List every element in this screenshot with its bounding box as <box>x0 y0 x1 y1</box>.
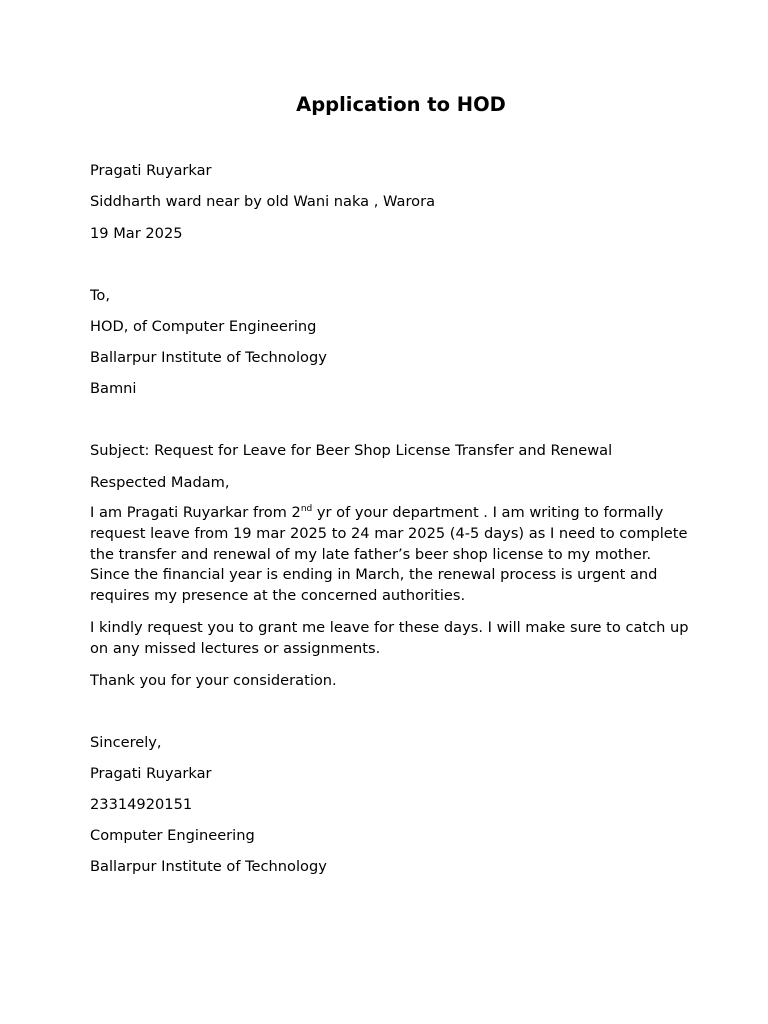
closing-department: Computer Engineering <box>90 827 255 844</box>
closing-institute: Ballarpur Institute of Technology <box>90 858 327 875</box>
document-title: Application to HOD <box>296 93 506 116</box>
sender-address: Siddharth ward near by old Wani naka , Warora <box>90 193 436 210</box>
closing-valediction: Sincerely, <box>90 734 162 751</box>
recipient-to: To, <box>90 287 111 304</box>
letter-greeting: Respected Madam, <box>90 474 230 491</box>
body-paragraph-1-lead: I am Pragati Ruyarkar from 2 <box>90 504 301 521</box>
closing-id-number: 23314920151 <box>90 796 193 813</box>
recipient-designation: HOD, of Computer Engineering <box>90 318 317 335</box>
body-paragraph-2: I kindly request you to grant me leave for these days. I will make sure to catch up on any missed lectures or assignments. <box>90 619 689 657</box>
body-paragraph-1-rest: yr of your department . I am writing to formally request leave from 19 mar 2025 to 24 mar 2025 (4-5 days) as I need to complete the transfer and renewal of my late father’s beer shop license to my mother. Since the financial year is ending in March, the renewal process is urgent and requires my presence at the concerned authorities. <box>90 504 688 605</box>
recipient-institute: Ballarpur Institute of Technology <box>90 349 327 366</box>
letter-subject: Subject: Request for Leave for Beer Shop License Transfer and Renewal <box>90 442 613 459</box>
sender-name: Pragati Ruyarkar <box>90 162 212 179</box>
letter-date: 19 Mar 2025 <box>90 225 183 242</box>
recipient-location: Bamni <box>90 380 137 397</box>
body-paragraph-1 <box>90 503 690 607</box>
ordinal-suffix: nd <box>300 504 313 514</box>
body-paragraph-3: Thank you for your consideration. <box>90 672 337 689</box>
closing-name: Pragati Ruyarkar <box>90 765 212 782</box>
